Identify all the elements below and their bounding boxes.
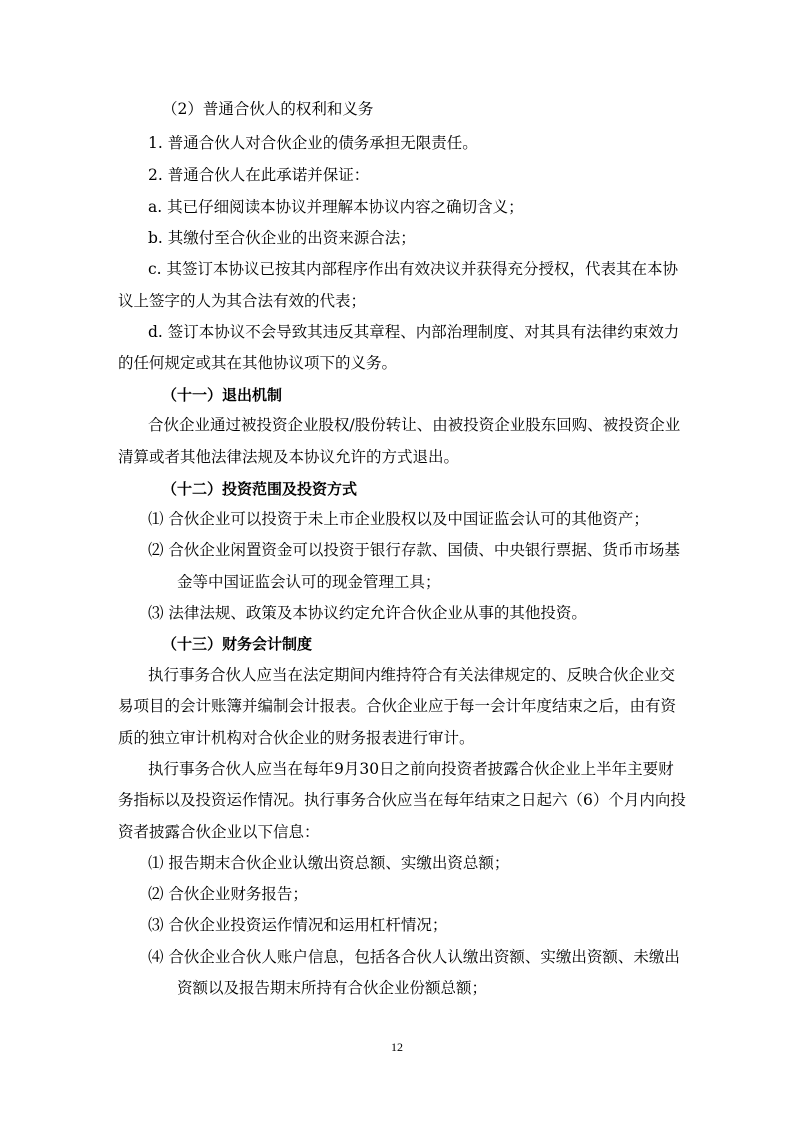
paragraph-line: 质的独立审计机构对合伙企业的财务报表进行审计。 (118, 729, 475, 747)
section-heading: （十一）退出机制 (162, 386, 283, 404)
list-item-continuation: 资额以及报告期末所持有合伙企业份额总额； (177, 979, 488, 997)
page-number: 12 (391, 1040, 403, 1054)
list-item: ⑴ 报告期末合伙企业认缴出资总额、实缴出资总额； (148, 854, 510, 872)
list-item: ⑶ 法律法规、政策及本协议约定允许合伙企业从事的其他投资。 (148, 604, 587, 622)
paragraph-line: 合伙企业通过被投资企业股权/股份转让、由被投资企业股东回购、被投资企业 (148, 416, 681, 434)
paragraph-line: a. 其已仔细阅读本协议并理解本协议内容之确切含义； (148, 198, 524, 216)
paragraph-line: 易项目的会计账簿并编制会计报表。合伙企业应于每一会计年度结束之后，由有资 (118, 697, 677, 715)
paragraph-line: 1. 普通合伙人对合伙企业的债务承担无限责任。 (148, 134, 478, 152)
paragraph-line: b. 其缴付至合伙企业的出资来源合法； (148, 229, 416, 247)
list-item: ⑵ 合伙企业闲置资金可以投资于银行存款、国债、中央银行票据、货币市场基 (148, 541, 680, 559)
list-item: ⑷ 合伙企业合伙人账户信息，包括各合伙人认缴出资额、实缴出资额、未缴出 (148, 948, 680, 966)
paragraph-line: 2. 普通合伙人在此承诺并保证： (148, 166, 370, 184)
paragraph-line: 执行事务合伙人应当在每年9月30日之前向投资者披露合伙企业上半年主要财 (148, 760, 674, 778)
list-item: ⑵ 合伙企业财务报告； (148, 885, 308, 903)
paragraph-line: d. 签订本协议不会导致其违反其章程、内部治理制度、对其具有法律约束效力 (148, 323, 680, 341)
section-heading: （十二）投资范围及投资方式 (162, 480, 358, 498)
paragraph-line: c. 其签订本协议已按其内部程序作出有效决议并获得充分授权，代表其在本协 (148, 260, 679, 278)
section-heading: （十三）财务会计制度 (162, 635, 313, 653)
paragraph-line: 资者披露合伙企业以下信息： (118, 823, 320, 841)
list-item: ⑶ 合伙企业投资运作情况和运用杠杆情况； (148, 916, 448, 934)
paragraph-line: 议上签字的人为其合法有效的代表； (118, 292, 367, 310)
subsection-heading: （2）普通合伙人的权利和义务 (162, 100, 374, 118)
paragraph-line: 务指标以及投资运作情况。执行事务合伙应当在每年结束之日起六（6）个月内向投 (118, 791, 686, 809)
paragraph-line: 清算或者其他法律法规及本协议允许的方式退出。 (118, 448, 460, 466)
paragraph-line: 的任何规定或其在其他协议项下的义务。 (118, 354, 398, 372)
paragraph-line: 执行事务合伙人应当在法定期间内维持符合有关法律规定的、反映合伙企业交 (148, 666, 676, 684)
list-item: ⑴ 合伙企业可以投资于未上市企业股权以及中国证监会认可的其他资产； (148, 510, 649, 528)
list-item-continuation: 金等中国证监会认可的现金管理工具； (177, 573, 441, 591)
